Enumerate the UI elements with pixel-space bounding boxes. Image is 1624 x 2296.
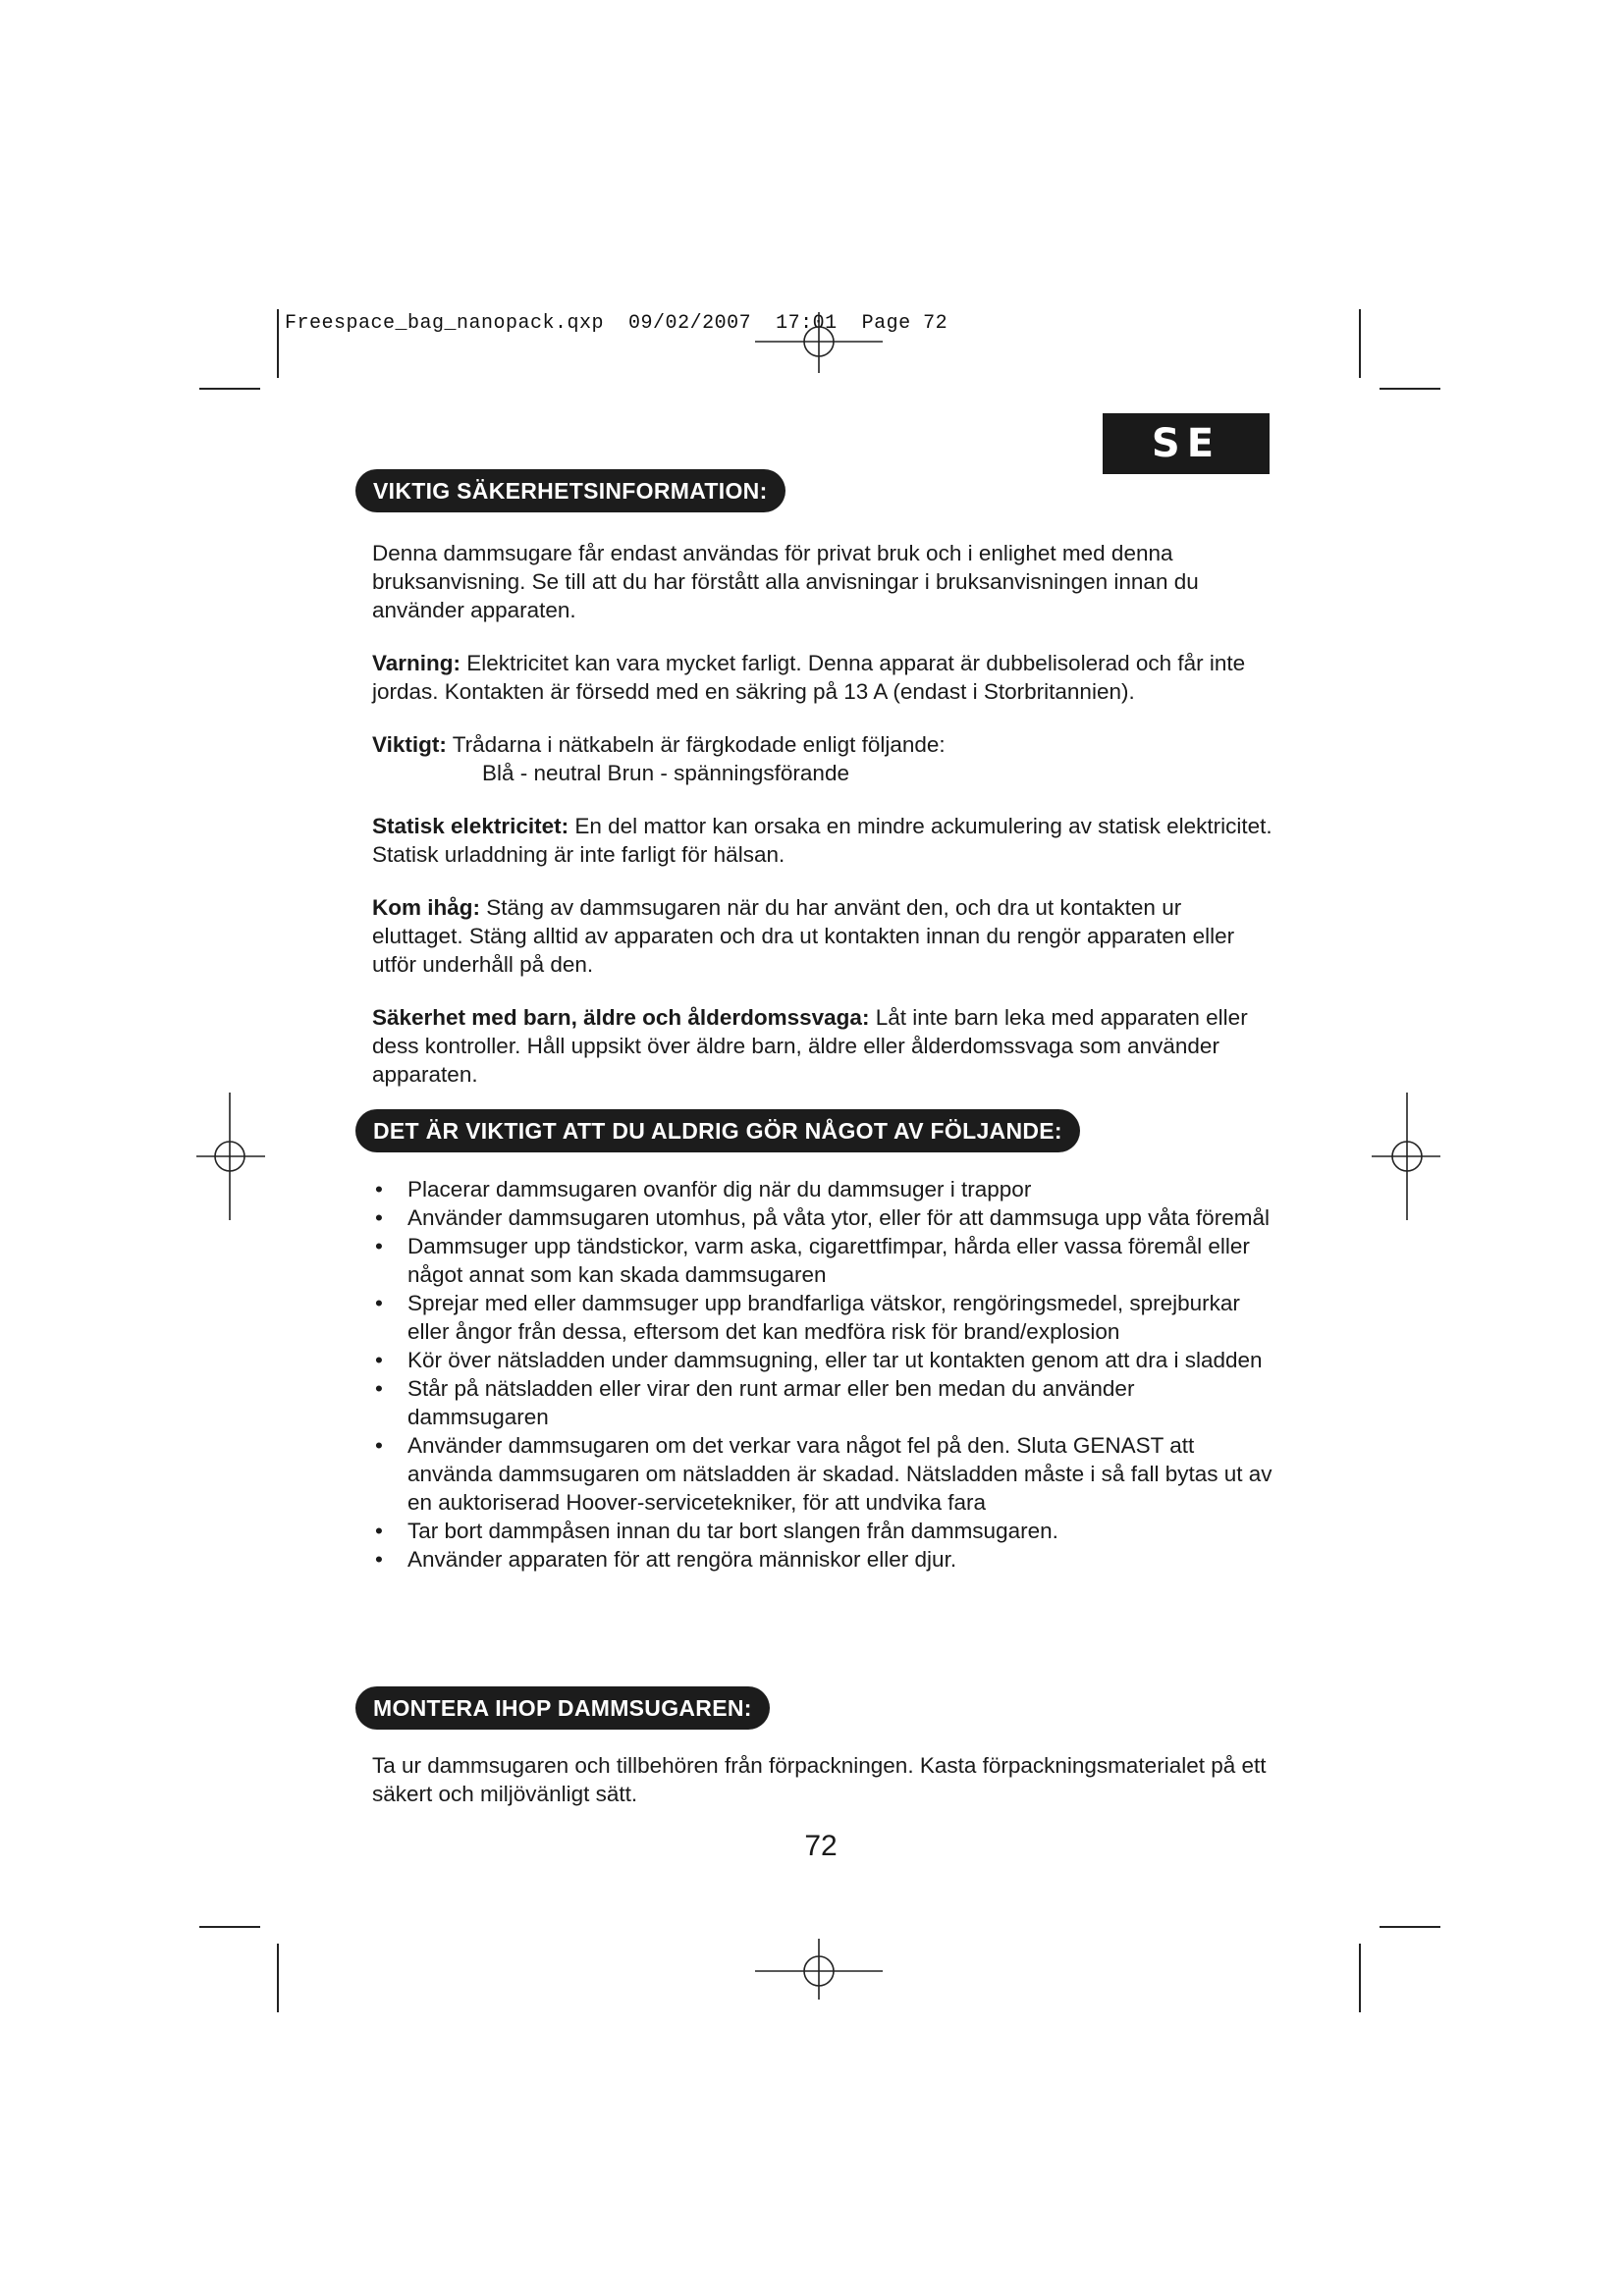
bullet-icon: • [375,1205,383,1230]
children-paragraph [372,1003,1275,1089]
list-item-text: Kör över nätsladden under dammsugning, eller tar ut kontakten genom att dra i sladden [407,1348,1263,1372]
bullet-icon: • [375,1234,383,1258]
wire-colors: Blå - neutral Brun - spänningsförande [482,761,849,785]
remember-text: Stäng av dammsugaren när du har använt den, och dra ut kontakten ur eluttaget. Stäng alltid av apparaten och dra ut kontakten innan du rengör apparaten eller utför underhåll på den. [372,895,1235,977]
registration-mark-left-icon [196,1093,265,1220]
list-item [372,1203,1275,1232]
crop-mark-top-right-horizontal [1380,388,1440,390]
list-item [372,1517,1275,1545]
bullet-icon: • [375,1376,383,1401]
list-item-text: Använder apparaten för att rengöra människor eller djur. [407,1547,957,1572]
registration-mark-right-icon [1372,1093,1440,1220]
list-item-text: Använder dammsugaren om det verkar vara något fel på den. Sluta GENAST att använda dammsugaren om nätsladden är skadad. Nätsladden måste i så fall bytas ut av en auktoriserad Hoover-servicetekniker, för att undvika fara [407,1433,1272,1515]
crop-mark-bottom-right-horizontal [1380,1926,1440,1928]
bullet-icon: • [375,1177,383,1201]
remember-paragraph [372,893,1275,979]
important-label: Viktigt: [372,732,447,757]
crop-mark-bottom-left-vertical [277,1944,279,2012]
list-item-text: Använder dammsugaren utomhus, på våta ytor, eller för att dammsuga upp våta föremål [407,1205,1270,1230]
list-item [372,1374,1275,1431]
safety-info-body [372,539,1275,1089]
intro-paragraph: Denna dammsugare får endast användas för privat bruk och i enlighet med denna bruksanvisning. Se till att du har förstått alla anvisningar i bruksanvisningen innan du använder apparaten. [372,541,1199,622]
important-paragraph [372,730,1275,759]
list-item-text: Tar bort dammpåsen innan du tar bort slangen från dammsugaren. [407,1519,1058,1543]
never-do-heading: DET ÄR VIKTIGT ATT DU ALDRIG GÖR NÅGOT AV FÖLJANDE: [355,1109,1080,1152]
assemble-paragraph: Ta ur dammsugaren och tillbehören från förpackningen. Kasta förpackningsmaterialet på ett säkert och miljövänligt sätt. [372,1753,1267,1806]
crop-mark-top-left-horizontal [199,388,260,390]
bullet-icon: • [375,1433,383,1458]
never-do-list [372,1175,1275,1574]
list-item [372,1346,1275,1374]
list-item [372,1431,1275,1517]
crop-mark-top-left-vertical [277,309,279,378]
crop-mark-bottom-left-horizontal [199,1926,260,1928]
children-text: Låt inte barn leka med apparaten eller dess kontroller. Håll uppsikt över äldre barn, äldre eller ålderdomssvaga som använder apparaten. [372,1005,1248,1087]
list-item [372,1545,1275,1574]
print-slug: Freespace_bag_nanopack.qxp 09/02/2007 17:01 Page 72 [285,312,948,335]
list-item [372,1289,1275,1346]
page-number: 72 [804,1830,838,1862]
registration-mark-bottom-icon [755,1939,883,2007]
important-text: Trådarna i nätkabeln är färgkodade enligt följande: [446,732,946,757]
static-paragraph [372,812,1275,869]
safety-info-heading: VIKTIG SÄKERHETSINFORMATION: [355,469,785,512]
assemble-heading: MONTERA IHOP DAMMSUGAREN: [355,1686,770,1730]
warning-label: Varning: [372,651,461,675]
list-item-text: Placerar dammsugaren ovanför dig när du dammsuger i trappor [407,1177,1032,1201]
bullet-icon: • [375,1547,383,1572]
bullet-icon: • [375,1291,383,1315]
remember-label: Kom ihåg: [372,895,480,920]
crop-mark-top-right-vertical [1359,309,1361,378]
list-item-text: Sprejar med eller dammsuger upp brandfarliga vätskor, rengöringsmedel, sprejburkar eller ångor från dessa, eftersom det kan medföra risk för brand/explosion [407,1291,1240,1344]
list-item-text: Står på nätsladden eller virar den runt armar eller ben medan du använder dammsugaren [407,1376,1135,1429]
list-item [372,1175,1275,1203]
children-label: Säkerhet med barn, äldre och ålderdomssvaga: [372,1005,870,1030]
registration-mark-top-icon [755,304,883,373]
warning-paragraph [372,649,1275,706]
static-label: Statisk elektricitet: [372,814,569,838]
static-text: En del mattor kan orsaka en mindre ackumulering av statisk elektricitet. Statisk urladdning är inte farligt för hälsan. [372,814,1272,867]
never-do-body [372,1175,1275,1574]
bullet-icon: • [375,1348,383,1372]
bullet-icon: • [375,1519,383,1543]
list-item [372,1232,1275,1289]
assemble-body [372,1751,1275,1808]
language-badge: SE [1103,413,1270,474]
list-item-text: Dammsuger upp tändstickor, varm aska, cigarettfimpar, hårda eller vassa föremål eller något annat som kan skada dammsugaren [407,1234,1250,1287]
warning-text: Elektricitet kan vara mycket farligt. Denna apparat är dubbelisolerad och får inte jordas. Kontakten är försedd med en säkring på 13 A (endast i Storbritannien). [372,651,1246,704]
crop-mark-bottom-right-vertical [1359,1944,1361,2012]
